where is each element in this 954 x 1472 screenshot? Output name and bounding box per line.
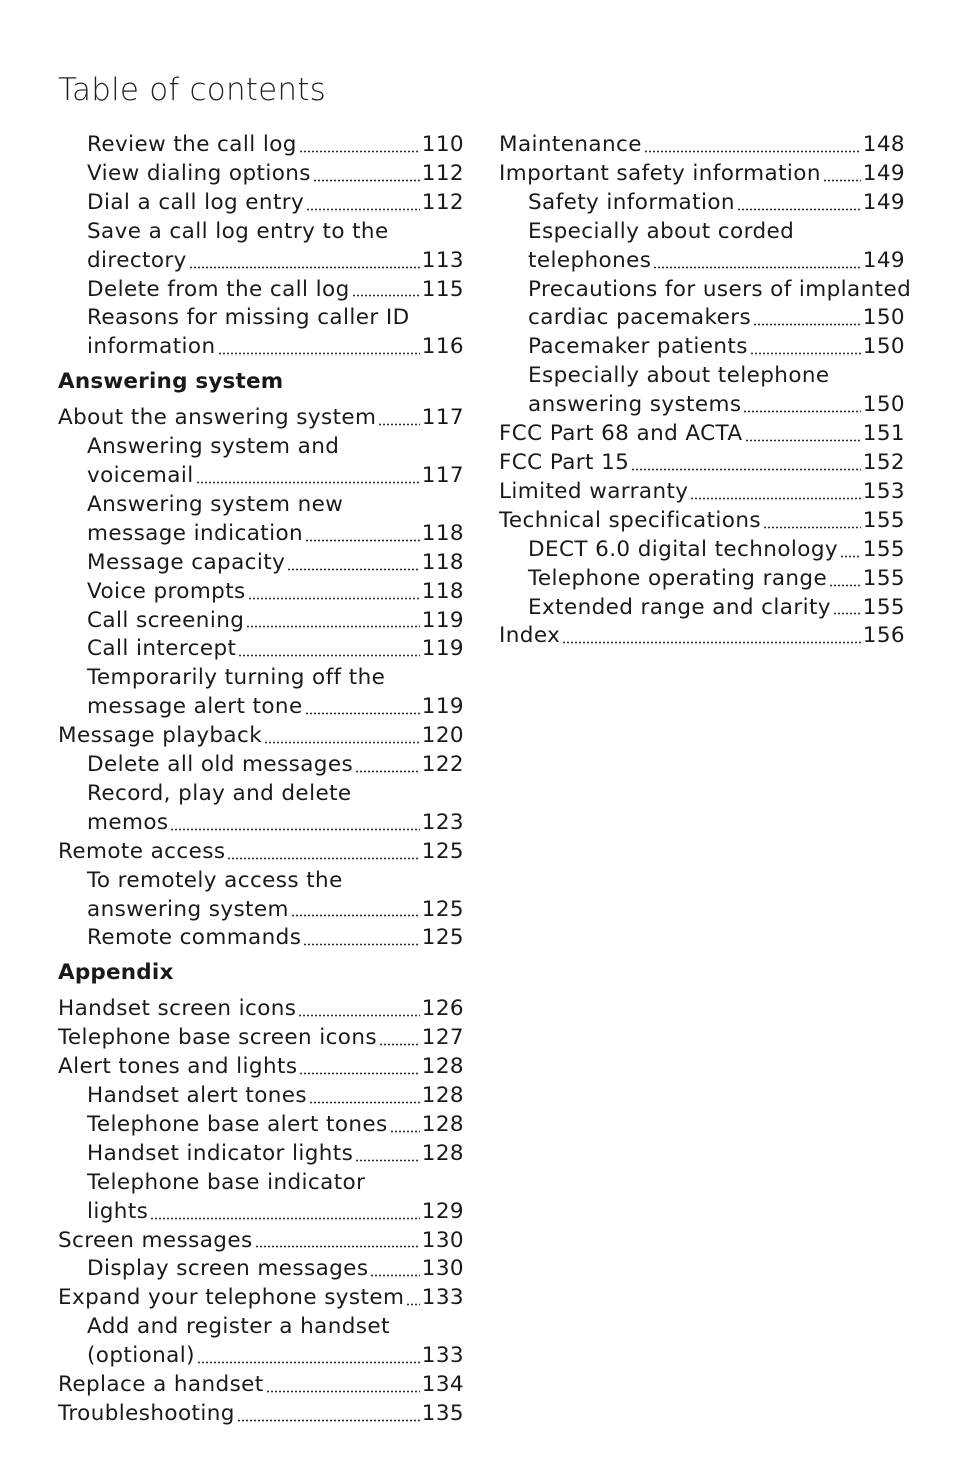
toc-entry-label-line: Save a call log entry to the (87, 218, 389, 244)
toc-entry (58, 1198, 464, 1227)
toc-entry-label-line: Record, play and delete (87, 780, 352, 806)
toc-entry-page-number: 125 (421, 925, 464, 951)
toc-entry-label: Display screen messages (87, 1256, 369, 1282)
toc-entry-label: message alert tone (87, 694, 303, 720)
dot-leader (197, 1361, 420, 1364)
toc-right-column (499, 131, 912, 651)
dot-leader (248, 597, 420, 600)
toc-entry-page-number: 117 (421, 405, 464, 431)
toc-entry-wrapped[interactable] (499, 276, 912, 334)
toc-entry-page-number: 150 (862, 305, 905, 331)
toc-entry-label: answering systems (528, 392, 742, 418)
toc-group-call-log (58, 131, 464, 362)
toc-entry-page-number: 155 (862, 536, 905, 562)
dot-leader (246, 625, 419, 628)
section-heading-appendix: Appendix (58, 960, 174, 986)
dot-leader (291, 914, 420, 917)
toc-group-answering-system (58, 404, 464, 953)
toc-entry-label: Troubleshooting (58, 1400, 235, 1426)
dot-leader (644, 150, 861, 153)
toc-entry-page-number: 119 (421, 694, 464, 720)
toc-entry-label: DECT 6.0 digital technology (528, 536, 838, 562)
toc-entry[interactable] (58, 751, 464, 780)
dot-leader (390, 1130, 420, 1133)
toc-entry-page-number: 110 (421, 132, 464, 157)
toc-entry (58, 896, 464, 925)
toc-entry-label: Review the call log (87, 132, 297, 157)
toc-entry[interactable] (58, 160, 464, 189)
dot-leader (370, 1274, 419, 1277)
toc-entry-label: memos (87, 809, 169, 835)
dot-leader (309, 1101, 420, 1104)
toc-entry-label: Alert tones and lights (58, 1054, 298, 1080)
toc-entry-label-line: Reasons for missing caller ID (87, 305, 410, 331)
dot-leader (737, 208, 861, 211)
toc-entry-page-number: 125 (421, 838, 464, 864)
toc-entry-label: cardiac pacemakers (528, 305, 752, 331)
toc-entry-page-number: 115 (421, 276, 464, 302)
toc-entry-page-number: 119 (421, 607, 464, 633)
dot-leader (745, 439, 861, 442)
toc-entry-label-line: Add and register a handset (87, 1314, 390, 1340)
toc-entry-page-number: 112 (421, 189, 464, 215)
toc-entry-label-line: Answering system and (87, 434, 340, 460)
toc-entry-label: Delete from the call log (87, 276, 350, 302)
toc-entry-page-number: 125 (421, 896, 464, 922)
dot-leader (355, 1159, 420, 1162)
toc-entry[interactable] (499, 536, 905, 565)
toc-entry[interactable] (58, 1371, 464, 1400)
toc-entry (499, 391, 905, 420)
dot-leader (379, 1043, 420, 1046)
toc-entry[interactable] (58, 1082, 464, 1111)
toc-entry-label: Voice prompts (87, 578, 246, 604)
dot-leader (378, 423, 419, 426)
toc-entry-label-line: Temporarily turning off the (87, 665, 386, 691)
toc-entry-page-number: 133 (421, 1285, 464, 1311)
toc-entry[interactable] (58, 276, 464, 305)
toc-entry[interactable] (58, 1140, 464, 1169)
toc-entry-page-number: 127 (421, 1025, 464, 1051)
dot-leader (299, 150, 420, 153)
toc-entry-wrapped[interactable] (58, 304, 464, 362)
toc-entry-page-number: 118 (421, 578, 464, 604)
toc-entry (58, 462, 464, 491)
toc-entry-page-number: 150 (862, 334, 905, 360)
dot-leader (313, 179, 420, 182)
toc-entry-label-line: Precautions for users of implanted (528, 276, 912, 302)
toc-entry (499, 304, 905, 333)
toc-entry[interactable] (58, 1255, 464, 1284)
toc-entry-page-number: 156 (862, 623, 905, 649)
toc-entry-page-number: 117 (421, 462, 464, 488)
dot-leader (237, 1419, 420, 1422)
toc-entry-wrapped[interactable] (58, 491, 464, 549)
dot-leader (352, 294, 420, 297)
dot-leader (829, 584, 861, 587)
dot-leader (653, 266, 860, 269)
toc-entry-label-line: Especially about telephone (528, 363, 830, 389)
toc-entry-label: View dialing options (87, 160, 311, 186)
toc-entry-page-number: 126 (421, 996, 464, 1022)
toc-entry-label: Limited warranty (499, 478, 689, 504)
toc-entry[interactable] (499, 420, 905, 449)
dot-leader (189, 266, 420, 269)
toc-entry[interactable] (58, 1024, 464, 1053)
toc-entry-label: Delete all old messages (87, 752, 354, 778)
toc-entry-label-line: To remotely access the (87, 867, 343, 893)
toc-entry[interactable] (58, 995, 464, 1024)
toc-entry-wrapped[interactable] (58, 780, 464, 838)
toc-entry[interactable] (499, 160, 905, 189)
dot-leader (631, 468, 860, 471)
toc-entry-page-number: 128 (421, 1083, 464, 1108)
toc-entry (58, 809, 464, 838)
page-title: Table of contents (58, 72, 326, 108)
toc-entry-page-number: 129 (421, 1198, 464, 1224)
toc-entry-page-number: 133 (421, 1343, 464, 1369)
toc-entry-label: Expand your telephone system (58, 1285, 405, 1311)
toc-entry-page-number: 118 (421, 520, 464, 546)
toc-entry-label: FCC Part 68 and ACTA (499, 421, 743, 447)
toc-entry-page-number: 149 (862, 189, 905, 215)
toc-entry[interactable] (58, 131, 464, 160)
toc-entry[interactable] (58, 1284, 464, 1313)
toc-entry-label: answering system (87, 896, 289, 922)
dot-leader (238, 654, 419, 657)
toc-entry-page-number: 151 (862, 421, 905, 447)
toc-entry-page-number: 130 (421, 1256, 464, 1282)
toc-entry[interactable] (58, 1053, 464, 1082)
toc-entry[interactable] (58, 404, 464, 433)
toc-entry[interactable] (58, 189, 464, 218)
toc-entry[interactable] (499, 594, 905, 623)
toc-entry-label: Handset indicator lights (87, 1140, 354, 1166)
dot-leader (298, 1014, 419, 1017)
section-heading-answering-system: Answering system (58, 369, 284, 395)
dot-leader (196, 481, 420, 484)
toc-entry-wrapped[interactable] (58, 433, 464, 491)
toc-entry-label: Screen messages (58, 1227, 253, 1253)
toc-entry[interactable] (58, 607, 464, 636)
toc-entry-label: Handset alert tones (87, 1083, 308, 1108)
toc-entry-label: Maintenance (499, 132, 642, 157)
toc-entry[interactable] (499, 622, 905, 651)
toc-entry-label: FCC Part 15 (499, 449, 630, 475)
toc-entry-page-number: 116 (421, 334, 464, 360)
toc-entry-page-number: 149 (862, 247, 905, 273)
toc-entry-page-number: 128 (421, 1111, 464, 1137)
dot-leader (306, 208, 420, 211)
toc-entry[interactable] (58, 635, 464, 664)
dot-leader (303, 943, 419, 946)
toc-entry-label: Telephone base screen icons (58, 1025, 377, 1051)
dot-leader (690, 497, 860, 500)
dot-leader (753, 323, 861, 326)
toc-entry[interactable] (58, 578, 464, 607)
toc-entry (58, 1342, 464, 1371)
toc-left-column (58, 131, 464, 1429)
toc-entry-page-number: 119 (421, 636, 464, 662)
toc-entry[interactable] (58, 838, 464, 867)
toc-entry-page-number: 148 (862, 132, 905, 157)
toc-entry[interactable] (499, 333, 905, 362)
toc-entry-label-line: Especially about corded (528, 218, 795, 244)
toc-entry-label: Call screening (87, 607, 245, 633)
toc-group-appendix (58, 995, 464, 1429)
toc-entry-page-number: 155 (862, 507, 905, 533)
toc-entry (499, 247, 905, 276)
toc-entry-page-number: 130 (421, 1227, 464, 1253)
dot-leader (763, 526, 861, 529)
toc-entry-label: Telephone base alert tones (87, 1111, 388, 1137)
toc-entry-page-number: 134 (421, 1372, 464, 1398)
dot-leader (750, 352, 861, 355)
toc-entry[interactable] (499, 189, 905, 218)
toc-entry-page-number: 155 (862, 594, 905, 620)
toc-entry-wrapped[interactable] (58, 1313, 464, 1371)
dot-leader (305, 712, 420, 715)
dot-leader (264, 741, 420, 744)
dot-leader (299, 1072, 419, 1075)
dot-leader (406, 1303, 419, 1306)
toc-entry-label: Handset screen icons (58, 996, 297, 1022)
toc-entry-wrapped[interactable] (58, 664, 464, 722)
toc-entry-label: information (87, 334, 216, 360)
toc-entry[interactable] (58, 1111, 464, 1140)
toc-entry[interactable] (499, 507, 905, 536)
dot-leader (150, 1217, 419, 1220)
toc-entry (58, 693, 464, 722)
toc-entry-wrapped[interactable] (499, 218, 905, 276)
toc-entry-label: message indication (87, 520, 304, 546)
toc-entry-label: Telephone operating range (528, 565, 828, 591)
dot-leader (355, 770, 420, 773)
toc-entry-label: Dial a call log entry (87, 189, 305, 215)
dot-leader (227, 857, 419, 860)
toc-entry[interactable] (58, 1400, 464, 1429)
toc-entry-label: Technical specifications (499, 507, 761, 533)
toc-entry-label: Important safety information (499, 160, 821, 186)
dot-leader (840, 555, 861, 558)
toc-entry-page-number: 153 (862, 478, 905, 504)
dot-leader (266, 1390, 420, 1393)
toc-entry-label: Safety information (528, 189, 735, 215)
toc-entry-page-number: 149 (862, 160, 905, 186)
toc-entry-page-number: 128 (421, 1140, 464, 1166)
toc-entry-wrapped[interactable] (58, 1169, 464, 1227)
toc-entry-label: Remote commands (87, 925, 302, 951)
toc-entry (58, 333, 464, 362)
toc-entry-label: Message capacity (87, 549, 286, 575)
toc-entry-wrapped[interactable] (58, 867, 464, 925)
toc-entry-label: Index (499, 623, 561, 649)
toc-entry-label: telephones (528, 247, 652, 273)
toc-entry-page-number: 128 (421, 1054, 464, 1080)
dot-leader (823, 179, 861, 182)
toc-entry-page-number: 112 (421, 160, 464, 186)
toc-entry[interactable] (499, 565, 905, 594)
toc-entry[interactable] (499, 131, 905, 160)
toc-entry-label-line: Telephone base indicator (87, 1169, 366, 1195)
toc-entry-label: directory (87, 247, 187, 273)
toc-entry-page-number: 113 (421, 247, 464, 273)
toc-entry-page-number: 123 (421, 809, 464, 835)
dot-leader (218, 352, 420, 355)
toc-entry-page-number: 120 (421, 723, 464, 749)
toc-entry-label: About the answering system (58, 405, 377, 431)
toc-entry-label: voicemail (87, 462, 194, 488)
toc-entry[interactable] (58, 722, 464, 751)
dot-leader (562, 641, 861, 644)
toc-entry (58, 247, 464, 276)
toc-entry-label-line: Answering system new (87, 491, 344, 517)
toc-entry-label: Call intercept (87, 636, 237, 662)
dot-leader (170, 828, 419, 831)
dot-leader (255, 1245, 420, 1248)
toc-entry-label: Pacemaker patients (528, 334, 748, 360)
toc-entry[interactable] (499, 449, 905, 478)
toc-entry[interactable] (58, 924, 464, 953)
toc-entry-page-number: 150 (862, 392, 905, 418)
toc-entry-wrapped[interactable] (58, 218, 464, 276)
toc-group-right (499, 131, 912, 651)
dot-leader (305, 539, 420, 542)
toc-entry[interactable] (58, 549, 464, 578)
toc-entry-wrapped[interactable] (499, 362, 905, 420)
toc-entry[interactable] (499, 478, 905, 507)
toc-entry[interactable] (58, 1227, 464, 1256)
toc-entry-label: Replace a handset (58, 1372, 264, 1398)
toc-entry-page-number: 135 (421, 1400, 464, 1426)
dot-leader (743, 410, 860, 413)
toc-entry-page-number: 155 (862, 565, 905, 591)
toc-entry (58, 520, 464, 549)
toc-entry-label: lights (87, 1198, 149, 1224)
toc-entry-page-number: 118 (421, 549, 464, 575)
toc-entry-label: Remote access (58, 838, 226, 864)
toc-entry-page-number: 152 (862, 449, 905, 475)
toc-entry-label: (optional) (87, 1343, 195, 1369)
toc-entry-label: Message playback (58, 723, 263, 749)
dot-leader (287, 568, 420, 571)
dot-leader (833, 612, 861, 615)
toc-entry-page-number: 122 (421, 752, 464, 778)
toc-entry-label: Extended range and clarity (528, 594, 831, 620)
